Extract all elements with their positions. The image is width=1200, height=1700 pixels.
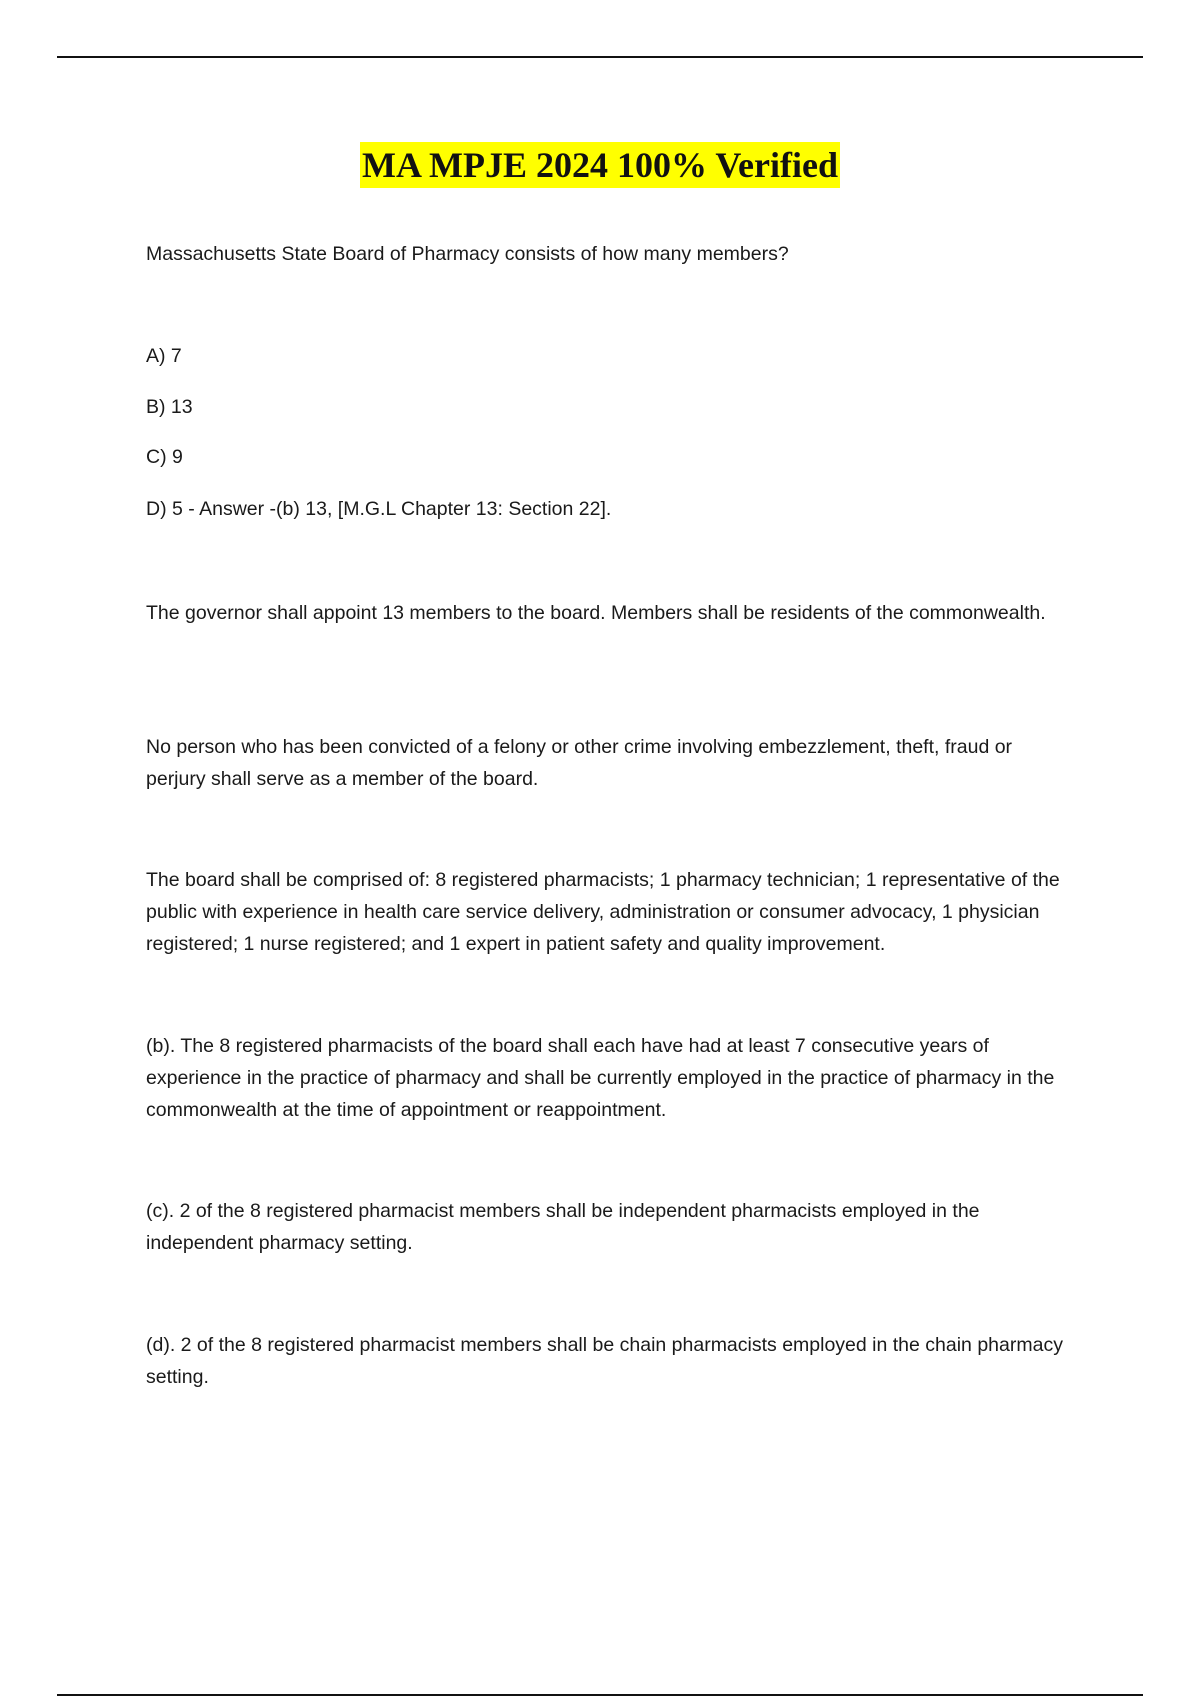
- title-container: [0, 142, 1200, 188]
- paragraph-governor: The governor shall appoint 13 members to the board. Members shall be residents of the commonwealth.: [146, 602, 1046, 624]
- option-d-answer: D) 5 - Answer -(b) 13, [M.G.L Chapter 13: Section 22].: [146, 498, 612, 520]
- paragraph-c: (c). 2 of the 8 registered pharmacist members shall be independent pharmacists employed in the independent pharmacy setting.: [146, 1200, 980, 1254]
- option-a: A) 7: [146, 345, 182, 367]
- question-text: Massachusetts State Board of Pharmacy consists of how many members?: [146, 243, 789, 265]
- paragraph-d: (d). 2 of the 8 registered pharmacist members shall be chain pharmacists employed in the chain pharmacy setting.: [146, 1334, 1063, 1388]
- option-b: B) 13: [146, 396, 193, 418]
- paragraph-felony: No person who has been convicted of a felony or other crime involving embezzlement, theft, fraud or perjury shall serve as a member of the board.: [146, 736, 1013, 790]
- bottom-divider: [57, 1694, 1143, 1696]
- page-title: MA MPJE 2024 100% Verified: [360, 142, 840, 188]
- paragraph-composition: The board shall be comprised of: 8 registered pharmacists; 1 pharmacy technician; 1 representative of the public with experience in health care service delivery, administration or consumer advocacy, 1 physician registered; 1 nurse registered; and 1 expert in patient safety and quality improvement.: [146, 869, 1060, 955]
- paragraph-b: (b). The 8 registered pharmacists of the board shall each have had at least 7 consecutive years of experience in the practice of pharmacy and shall be currently employed in the practice of pharmacy in the commonwealth at the time of appointment or reappointment.: [146, 1035, 1055, 1121]
- option-c: C) 9: [146, 446, 183, 468]
- top-divider: [57, 56, 1143, 58]
